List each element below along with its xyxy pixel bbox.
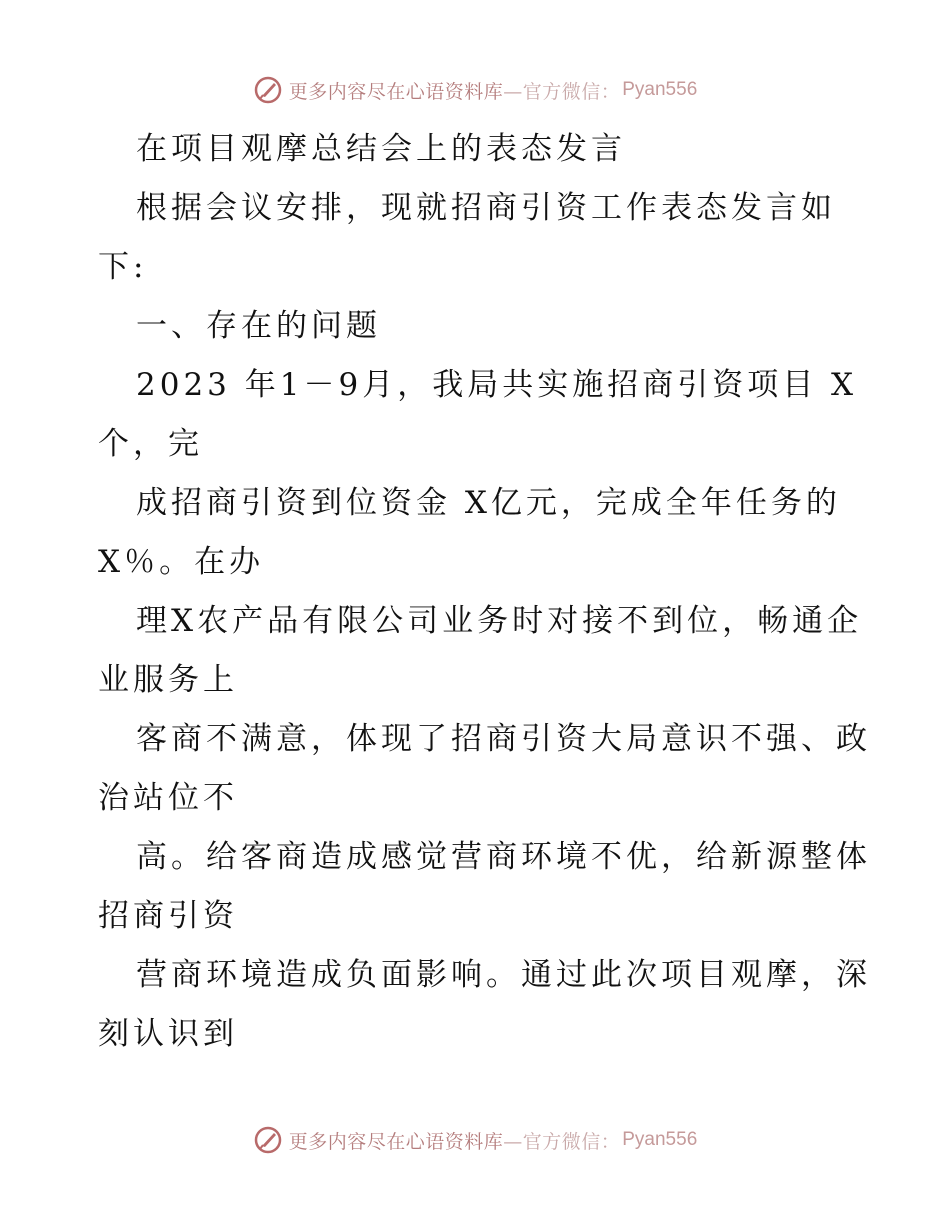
text-line: 营商环境造成负面影响。通过此次项目观摩，深 bbox=[136, 957, 871, 993]
document-body bbox=[98, 120, 871, 1064]
quill-logo-icon bbox=[253, 1125, 283, 1155]
text-line: 根据会议安排，现就招商引资工作表态发言如 bbox=[136, 190, 836, 226]
text-line: 治站位不 bbox=[98, 780, 238, 816]
text-line: 招商引资 bbox=[98, 898, 238, 934]
watermark-text bbox=[289, 1127, 621, 1154]
watermark-banner-top bbox=[0, 70, 950, 110]
text-line: 下: bbox=[98, 249, 148, 285]
text-line: 2023 年1－9月，我局共实施招商引资项目 X bbox=[136, 367, 858, 403]
watermark-banner-bottom bbox=[0, 1120, 950, 1160]
watermark-text bbox=[289, 77, 621, 104]
watermark-handle: Pyan556 bbox=[622, 79, 698, 100]
text-line: 个，完 bbox=[98, 426, 203, 462]
watermark-handle: Pyan556 bbox=[622, 1129, 698, 1150]
text-line: 理X农产品有限公司业务时对接不到位，畅通企 bbox=[136, 603, 863, 639]
quill-logo-icon bbox=[253, 75, 283, 105]
text-line: 成招商引资到位资金 X亿元，完成全年任务的 bbox=[136, 485, 841, 521]
text-line: 在项目观摩总结会上的表态发言 bbox=[136, 131, 626, 167]
text-line: 客商不满意，体现了招商引资大局意识不强、政 bbox=[136, 721, 871, 757]
text-line: 业服务上 bbox=[98, 662, 238, 698]
text-line: 高。给客商造成感觉营商环境不优，给新源整体 bbox=[136, 839, 871, 875]
watermark-separator-text: —官方微信： bbox=[503, 80, 621, 103]
text-line: 刻认识到 bbox=[98, 1016, 238, 1052]
watermark-main-text: 更多内容尽在心语资料库 bbox=[288, 1130, 504, 1153]
watermark-separator-text: —官方微信： bbox=[503, 1130, 621, 1153]
watermark-main-text: 更多内容尽在心语资料库 bbox=[288, 80, 504, 103]
text-line: X％。在办 bbox=[98, 544, 265, 580]
text-line: 一、存在的问题 bbox=[136, 308, 381, 344]
